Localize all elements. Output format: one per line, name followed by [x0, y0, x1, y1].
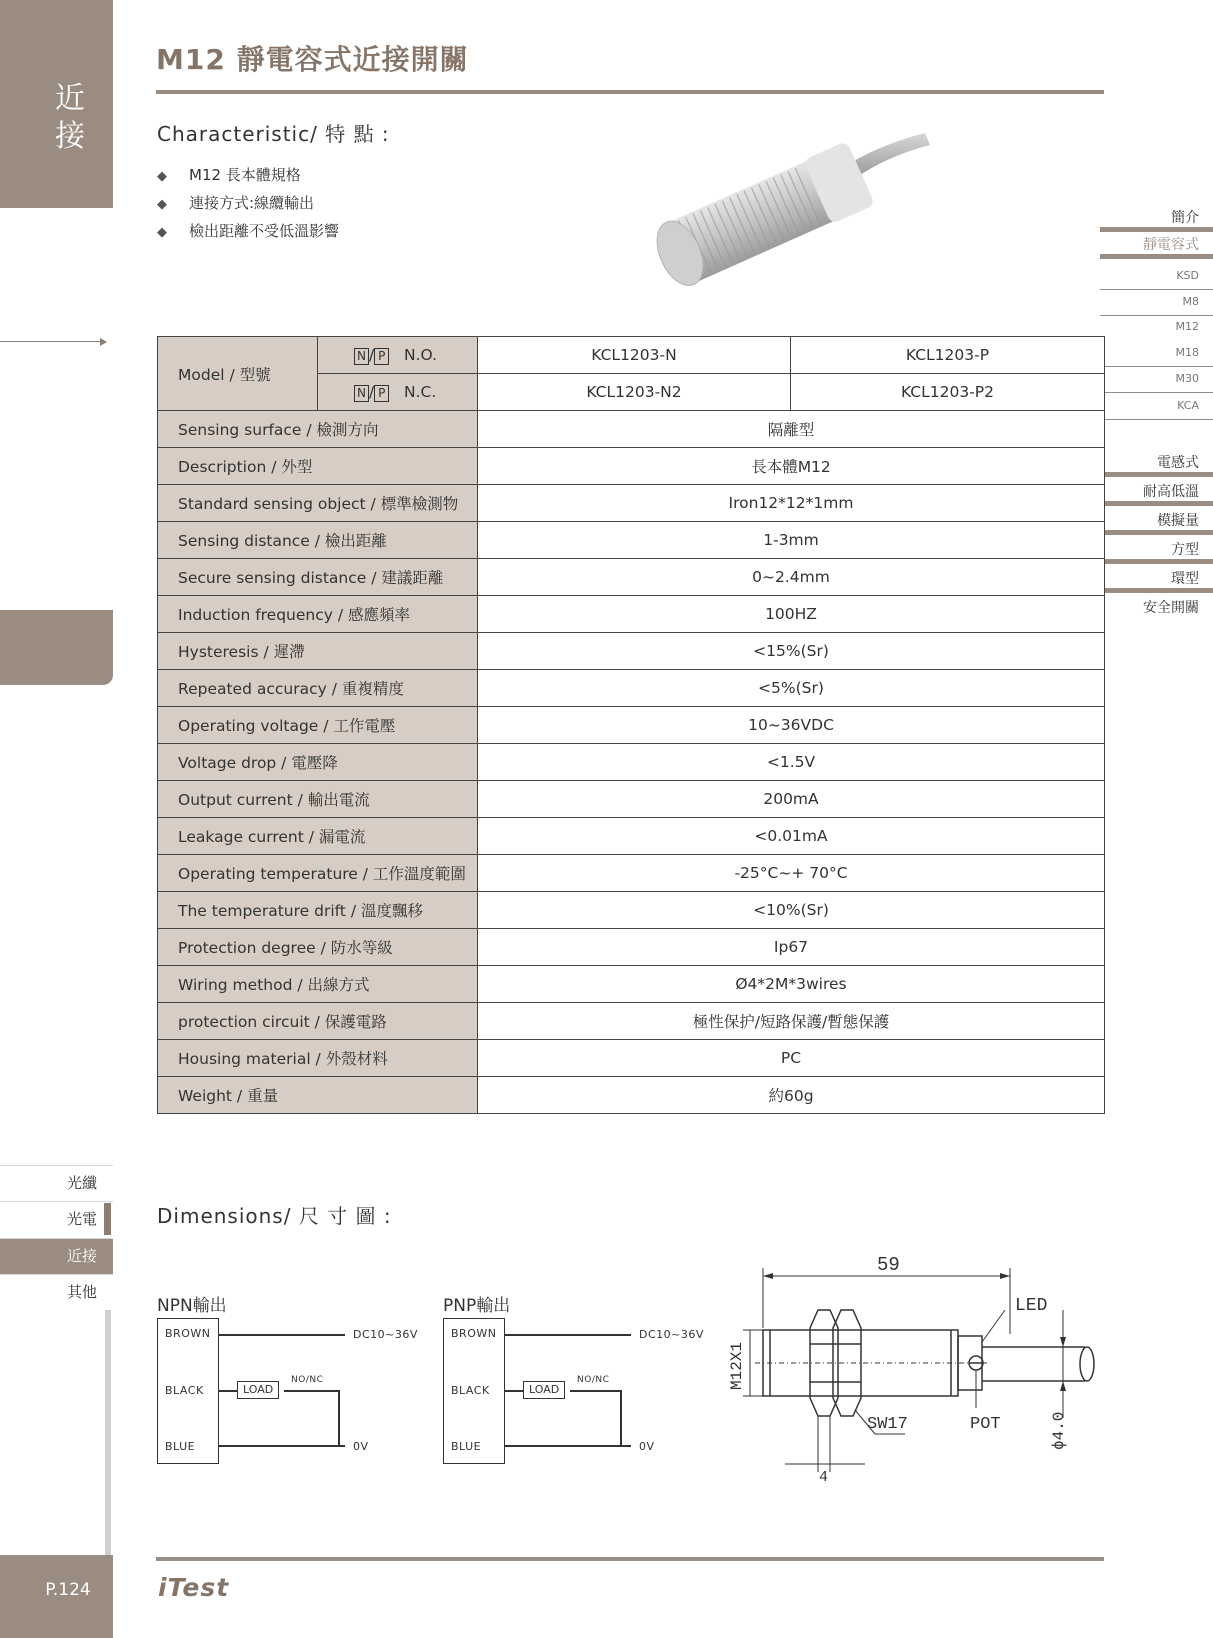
dim-nut-label: 4	[819, 1469, 829, 1486]
spec-label: Repeated accuracy / 重複精度	[158, 670, 478, 707]
pnp-black-wire	[505, 1390, 525, 1392]
dimensions-heading: Dimensions/ 尺 寸 圖 :	[157, 1204, 392, 1228]
spec-value: PC	[478, 1040, 1105, 1077]
table-row	[158, 633, 1105, 670]
spec-value: 極性保护/短路保護/暫態保護	[478, 1003, 1105, 1040]
sidebar-group-ring[interactable]: 環型	[1100, 567, 1213, 593]
nc-label-cell: N / P N.C.	[318, 374, 478, 411]
category-tab-photoelectric[interactable]: 光電	[0, 1201, 113, 1237]
list-item: ◆ 連接方式:線纜輸出	[157, 190, 339, 218]
table-row	[158, 596, 1105, 633]
dim-length-label: 59	[877, 1254, 900, 1276]
category-tab-marker	[104, 1203, 111, 1235]
npn-blue-label: BLUE	[165, 1440, 196, 1453]
spec-label: The temperature drift / 溫度飄移	[158, 892, 478, 929]
characteristic-list	[157, 162, 339, 246]
n-type-icon: N	[354, 385, 369, 402]
spec-value: <5%(Sr)	[478, 670, 1105, 707]
sidebar-group-analog[interactable]: 模擬量	[1100, 509, 1213, 535]
pnp-zero-label: 0V	[639, 1440, 655, 1453]
spec-label: Housing material / 外殼材料	[158, 1040, 478, 1077]
spec-value: 約60g	[478, 1077, 1105, 1114]
npn-supply-label: DC10~36V	[353, 1328, 418, 1341]
table-row	[158, 892, 1105, 929]
list-item: ◆ 檢出距離不受低溫影響	[157, 218, 339, 246]
spec-value: Ip67	[478, 929, 1105, 966]
dim-pot-label: POT	[970, 1415, 1001, 1434]
sidebar-group-safety[interactable]: 安全開關	[1143, 600, 1199, 616]
category-tab-fiber[interactable]: 光纖	[0, 1165, 113, 1201]
table-row	[158, 781, 1105, 818]
spec-label: Output current / 輸出電流	[158, 781, 478, 818]
pnp-load-wire	[570, 1390, 622, 1392]
table-row	[158, 744, 1105, 781]
model-nc-p: KCL1203-P2	[791, 374, 1105, 411]
npn-brown-wire	[219, 1334, 345, 1336]
pnp-blue-wire	[505, 1445, 631, 1447]
npn-load-wire	[284, 1390, 340, 1392]
dim-thread-label: M12X1	[728, 1341, 746, 1390]
specification-table	[157, 336, 1105, 1114]
spec-value: <15%(Sr)	[478, 633, 1105, 670]
table-row	[158, 670, 1105, 707]
spec-value: <10%(Sr)	[478, 892, 1105, 929]
spec-label: Standard sensing object / 標準檢測物	[158, 485, 478, 522]
table-row	[158, 411, 1105, 448]
pnp-load-box: LOAD	[523, 1381, 565, 1399]
sidebar-group-inductive[interactable]: 電感式	[1100, 451, 1213, 477]
page-title: M12 靜電容式近接開關	[156, 43, 469, 76]
npn-blue-wire	[219, 1445, 345, 1447]
sidebar-current-marker-line	[0, 341, 104, 342]
sidebar-item-m18[interactable]: M18	[1100, 341, 1213, 367]
dim-wrench-label: SW17	[867, 1415, 908, 1434]
spec-label: Hysteresis / 遲滯	[158, 633, 478, 670]
table-row	[158, 337, 1105, 374]
sidebar-section-label: 近 接	[55, 81, 85, 154]
model-no-n: KCL1203-N	[478, 337, 791, 374]
dim-cable-label: ϕ4.0	[1050, 1411, 1068, 1450]
spec-value: 長本體M12	[478, 448, 1105, 485]
pnp-nonc-label: NO/NC	[577, 1375, 610, 1385]
table-row	[158, 1003, 1105, 1040]
no-label-cell: N / P N.O.	[318, 337, 478, 374]
sidebar-current-arrow-icon	[100, 338, 107, 346]
table-row	[158, 559, 1105, 596]
table-row	[158, 818, 1105, 855]
table-row	[158, 707, 1105, 744]
category-tab-proximity[interactable]: 近接	[0, 1238, 113, 1274]
sidebar-divider	[105, 1310, 111, 1555]
table-row	[158, 522, 1105, 559]
sidebar-item-m8[interactable]: M8	[1100, 290, 1213, 316]
model-nc-n: KCL1203-N2	[478, 374, 791, 411]
sidebar-item-capacitive[interactable]: 靜電容式	[1100, 233, 1213, 259]
npn-title: NPN輸出	[157, 1296, 227, 1316]
spec-label: Leakage current / 漏電流	[158, 818, 478, 855]
sidebar-item-intro[interactable]: 簡介	[1100, 206, 1213, 232]
spec-label: Operating voltage / 工作電壓	[158, 707, 478, 744]
diamond-bullet-icon: ◆	[157, 169, 167, 184]
table-row	[158, 966, 1105, 1003]
pnp-load-return-wire	[620, 1390, 622, 1445]
page-number: P.124	[45, 1580, 91, 1600]
spec-label: Weight / 重量	[158, 1077, 478, 1114]
diamond-bullet-icon: ◆	[157, 197, 167, 212]
spec-label: Operating temperature / 工作溫度範圍	[158, 855, 478, 892]
spec-label: Sensing distance / 檢出距離	[158, 522, 478, 559]
p-type-icon: P	[374, 348, 389, 365]
table-row	[158, 929, 1105, 966]
sidebar-group-temperature[interactable]: 耐高低溫	[1100, 480, 1213, 506]
npn-load-return-wire	[338, 1390, 340, 1445]
p-type-icon: P	[374, 385, 389, 402]
spec-value: 0~2.4mm	[478, 559, 1105, 596]
spec-label: Sensing surface / 檢測方向	[158, 411, 478, 448]
spec-value: <0.01mA	[478, 818, 1105, 855]
diamond-bullet-icon: ◆	[157, 225, 167, 240]
sidebar-group-end-block	[0, 610, 113, 685]
spec-value: 200mA	[478, 781, 1105, 818]
category-tab-other[interactable]: 其他	[0, 1274, 113, 1310]
npn-black-wire	[219, 1390, 239, 1392]
model-label: Model / 型號	[158, 337, 318, 411]
spec-label: Protection degree / 防水等級	[158, 929, 478, 966]
sidebar-group-square[interactable]: 方型	[1100, 538, 1213, 564]
pnp-brown-wire	[505, 1334, 631, 1336]
spec-value: Iron12*12*1mm	[478, 485, 1105, 522]
npn-load-box: LOAD	[237, 1381, 279, 1399]
table-row	[158, 855, 1105, 892]
npn-zero-label: 0V	[353, 1440, 369, 1453]
pnp-title: PNP輸出	[443, 1296, 511, 1316]
sidebar-item-m12[interactable]: M12	[1175, 320, 1199, 333]
model-no-p: KCL1203-P	[791, 337, 1105, 374]
list-item: ◆ M12 長本體規格	[157, 162, 339, 190]
spec-label: Induction frequency / 感應頻率	[158, 596, 478, 633]
spec-value: 隔離型	[478, 411, 1105, 448]
spec-label: Wiring method / 出線方式	[158, 966, 478, 1003]
brand-logo: iTest	[158, 1573, 230, 1602]
table-row	[158, 1040, 1105, 1077]
table-row	[158, 448, 1105, 485]
sidebar-item-kca[interactable]: KCA	[1100, 394, 1213, 420]
pnp-supply-label: DC10~36V	[639, 1328, 704, 1341]
npn-brown-label: BROWN	[165, 1327, 211, 1340]
footer-rule	[156, 1557, 1104, 1561]
dim-led-label: LED	[1015, 1296, 1048, 1316]
pnp-brown-label: BROWN	[451, 1327, 497, 1340]
spec-value: -25°C~+ 70°C	[478, 855, 1105, 892]
sidebar-item-m30[interactable]: M30	[1100, 367, 1213, 393]
spec-label: Secure sensing distance / 建議距離	[158, 559, 478, 596]
npn-nonc-label: NO/NC	[291, 1375, 324, 1385]
pnp-black-label: BLACK	[451, 1384, 490, 1397]
characteristic-heading: Characteristic/ 特 點 :	[157, 122, 390, 146]
n-type-icon: N	[354, 348, 369, 365]
spec-label: protection circuit / 保護電路	[158, 1003, 478, 1040]
title-rule	[156, 90, 1104, 94]
spec-value: 100HZ	[478, 596, 1105, 633]
spec-label: Description / 外型	[158, 448, 478, 485]
sidebar-item-ksd[interactable]: KSD	[1100, 264, 1213, 290]
npn-black-label: BLACK	[165, 1384, 204, 1397]
spec-value: 1-3mm	[478, 522, 1105, 559]
spec-label: Voltage drop / 電壓降	[158, 744, 478, 781]
spec-value: <1.5V	[478, 744, 1105, 781]
dimension-drawing	[715, 1250, 1115, 1490]
pnp-blue-label: BLUE	[451, 1440, 482, 1453]
spec-value: Ø4*2M*3wires	[478, 966, 1105, 1003]
table-row	[158, 1077, 1105, 1114]
spec-value: 10~36VDC	[478, 707, 1105, 744]
table-row	[158, 485, 1105, 522]
sensor-product-image	[625, 125, 955, 300]
